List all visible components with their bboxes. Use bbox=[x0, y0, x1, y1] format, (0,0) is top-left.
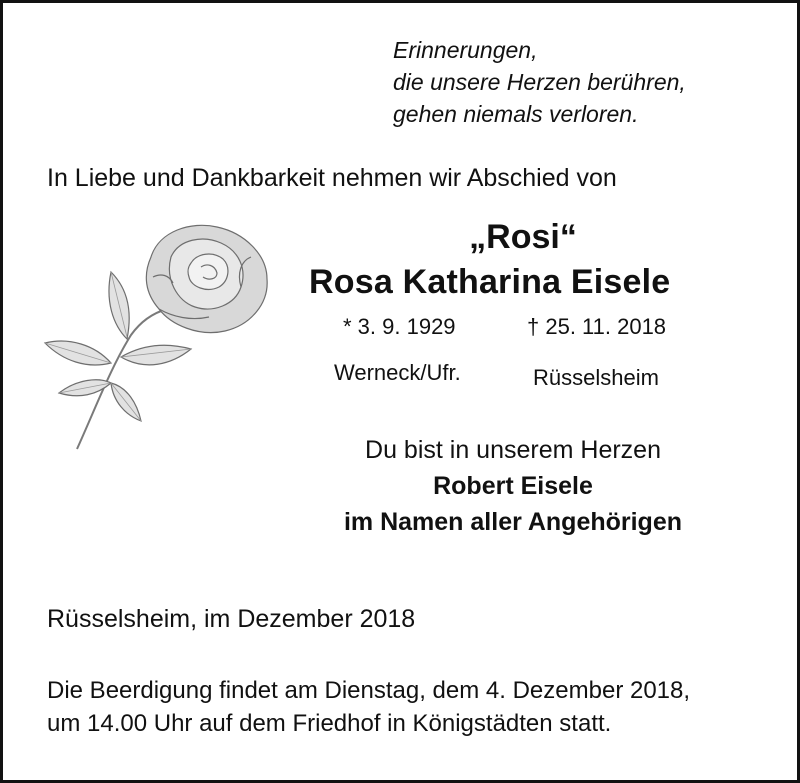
deceased-full-name: Rosa Katharina Eisele bbox=[309, 263, 671, 301]
death-date: † 25. 11. 2018 bbox=[527, 314, 667, 339]
poem-line-3: gehen niemals verloren. bbox=[393, 101, 639, 127]
signer-name: Robert Eisele bbox=[433, 472, 593, 500]
intro-text: In Liebe und Dankbarkeit nehmen wir Abschied von bbox=[47, 164, 617, 192]
death-place: Rüsselsheim bbox=[533, 365, 659, 390]
funeral-line-2: um 14.00 Uhr auf dem Friedhof in Königstädten statt. bbox=[47, 710, 612, 737]
poem-line-1: Erinnerungen, bbox=[393, 37, 538, 63]
dateline: Rüsselsheim, im Dezember 2018 bbox=[47, 605, 416, 633]
funeral-info bbox=[47, 674, 690, 740]
birth-date: * 3. 9. 1929 bbox=[343, 314, 456, 339]
farewell-line: Du bist in unserem Herzen bbox=[365, 436, 661, 464]
memorial-poem bbox=[393, 34, 686, 130]
family-signoff: im Namen aller Angehörigen bbox=[343, 508, 683, 536]
birth-place: Werneck/Ufr. bbox=[334, 360, 461, 385]
deceased-nickname: „Rosi“ bbox=[469, 218, 577, 256]
poem-line-2: die unsere Herzen berühren, bbox=[393, 69, 686, 95]
funeral-line-1: Die Beerdigung findet am Dienstag, dem 4. Dezember 2018, bbox=[47, 677, 691, 704]
